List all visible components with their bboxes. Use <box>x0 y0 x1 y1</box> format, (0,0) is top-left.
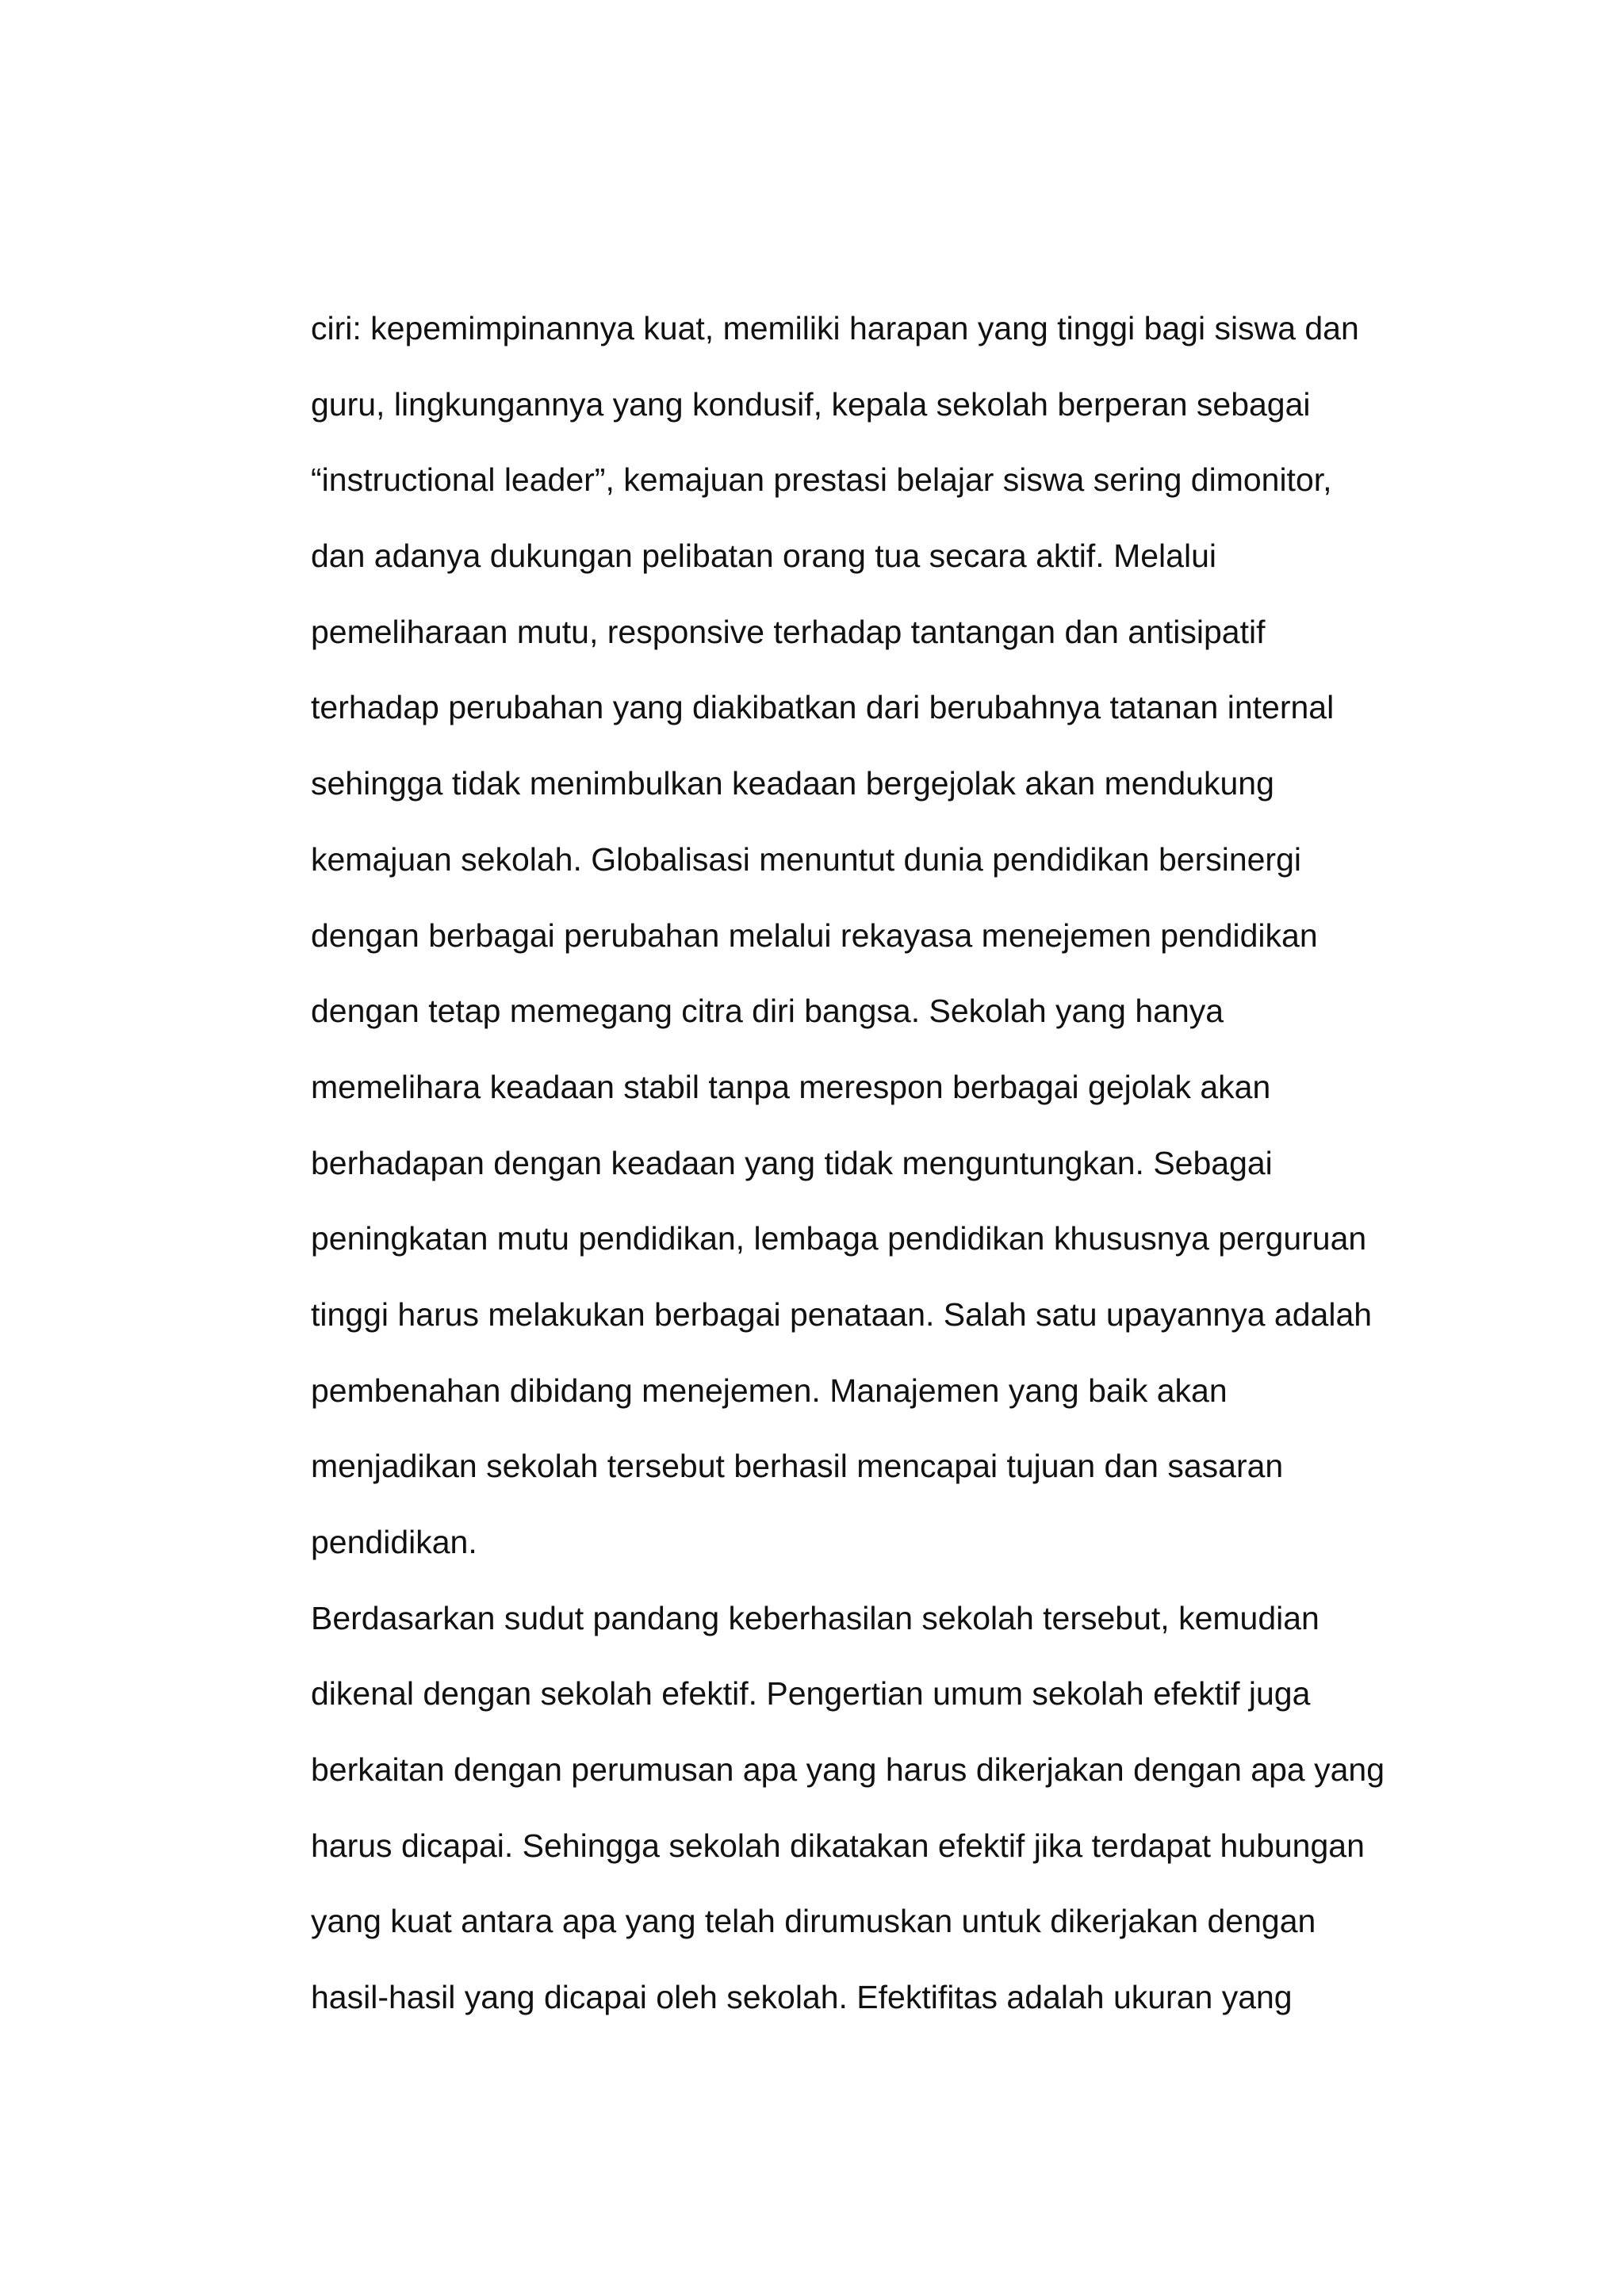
text-line: harus dicapai. Sehingga sekolah dikatakan efektif jika terdapat hubungan <box>311 1827 1365 1864</box>
text-line: sehingga tidak menimbulkan keadaan bergejolak akan mendukung <box>311 765 1274 802</box>
text-line: guru, lingkungannya yang kondusif, kepala sekolah berperan sebagai <box>311 385 1311 423</box>
body-text <box>311 304 1437 2049</box>
text-line: peningkatan mutu pendidikan, lembaga pendidikan khususnya perguruan <box>311 1220 1367 1257</box>
text-line: ciri: kepemimpinannya kuat, memiliki harapan yang tinggi bagi siswa dan <box>311 310 1359 346</box>
text-line: “instructional leader”, kemajuan prestasi belajar siswa sering dimonitor, <box>311 461 1332 499</box>
text-line: dan adanya dukungan pelibatan orang tua secara aktif. Melalui <box>311 538 1216 575</box>
text-line: kemajuan sekolah. Globalisasi menuntut dunia pendidikan bersinergi <box>311 840 1301 878</box>
text-line: terhadap perubahan yang diakibatkan dari berubahnya tatanan internal <box>311 689 1335 726</box>
text-line: pemeliharaan mutu, responsive terhadap tantangan dan antisipatif <box>311 613 1266 650</box>
text-line: Berdasarkan sudut pandang keberhasilan sekolah tersebut, kemudian <box>311 1599 1320 1636</box>
text-line: berhadapan dengan keadaan yang tidak menguntungkan. Sebagai <box>311 1144 1273 1181</box>
text-line: dikenal dengan sekolah efektif. Pengertian umum sekolah efektif juga <box>311 1675 1311 1712</box>
text-line: pembenahan dibidang menejemen. Manajemen yang baik akan <box>311 1372 1228 1409</box>
text-line: yang kuat antara apa yang telah dirumuskan untuk dikerjakan dengan <box>311 1903 1316 1940</box>
text-line: menjadikan sekolah tersebut berhasil mencapai tujuan dan sasaran <box>311 1448 1284 1485</box>
text-line: dengan tetap memegang citra diri bangsa. Sekolah yang hanya <box>311 993 1224 1030</box>
text-line: memelihara keadaan stabil tanpa merespon berbagai gejolak akan <box>311 1068 1271 1105</box>
text-line: hasil-hasil yang dicapai oleh sekolah. Efektifitas adalah ukuran yang <box>311 1979 1293 2016</box>
text-line: dengan berbagai perubahan melalui rekayasa menejemen pendidikan <box>311 916 1318 954</box>
text-line: pendidikan. <box>311 1524 477 1560</box>
text-line: berkaitan dengan perumusan apa yang harus dikerjakan dengan apa yang <box>311 1751 1385 1789</box>
text-line: tinggi harus melakukan berbagai penataan. Salah satu upayannya adalah <box>311 1295 1373 1333</box>
